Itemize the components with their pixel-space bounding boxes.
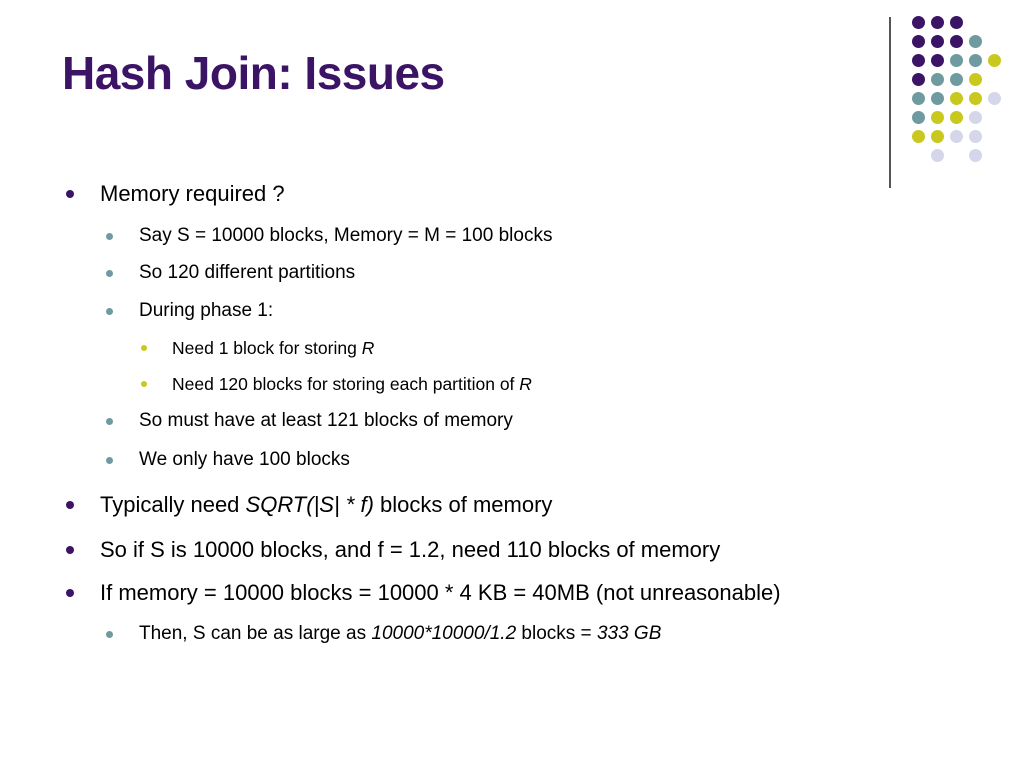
bullet-marker xyxy=(66,501,74,509)
decor-dot xyxy=(931,130,944,143)
decor-dot xyxy=(988,92,1001,105)
decor-dot xyxy=(912,92,925,105)
bullet-item xyxy=(100,181,285,207)
decor-dot xyxy=(931,54,944,67)
decor-dot xyxy=(969,54,982,67)
bullet-item xyxy=(100,537,720,563)
bullet-marker xyxy=(141,381,147,387)
bullet-item xyxy=(139,300,273,322)
bullet-marker xyxy=(66,190,74,198)
decor-dot xyxy=(950,54,963,67)
decor-dot xyxy=(950,73,963,86)
bullet-item xyxy=(139,623,661,645)
bullet-text: Say S = 10000 blocks, Memory = M = 100 blocks xyxy=(139,225,553,246)
bullet-text: We only have 100 blocks xyxy=(139,449,350,470)
bullet-item xyxy=(139,449,350,471)
bullet-text: Need 120 blocks for storing each partition of xyxy=(172,374,520,394)
bullet-marker xyxy=(66,589,74,597)
bullet-emphasis: R xyxy=(361,338,375,358)
decor-dot xyxy=(950,16,963,29)
bullet-item xyxy=(139,410,513,432)
bullet-text: Need 1 block for storing xyxy=(172,338,362,358)
decor-dot xyxy=(931,149,944,162)
bullet-marker xyxy=(66,546,74,554)
decor-dot xyxy=(969,73,982,86)
decor-dot xyxy=(912,54,925,67)
decor-dot xyxy=(969,130,982,143)
bullet-text: Memory required ? xyxy=(100,181,285,206)
decor-dot xyxy=(969,92,982,105)
bullet-text: Then, S can be as large as xyxy=(139,623,372,644)
decor-dot xyxy=(912,130,925,143)
decor-dot xyxy=(931,35,944,48)
decor-dot xyxy=(912,16,925,29)
decor-dot xyxy=(931,111,944,124)
bullet-emphasis: SQRT(|S| * f) xyxy=(245,492,374,517)
bullet-emphasis: 10000*10000/1.2 xyxy=(371,623,517,644)
decor-dot xyxy=(912,35,925,48)
bullet-text: blocks of memory xyxy=(373,492,553,517)
bullet-item xyxy=(172,374,532,395)
decor-dot xyxy=(950,111,963,124)
decor-dot xyxy=(912,111,925,124)
bullet-text: Typically need xyxy=(100,492,246,517)
bullet-item xyxy=(139,225,552,247)
bullet-text: blocks = xyxy=(516,623,597,644)
decor-dot xyxy=(912,73,925,86)
bullet-item xyxy=(100,580,781,606)
bullet-marker xyxy=(106,270,113,277)
bullet-marker xyxy=(141,345,147,351)
decor-dot xyxy=(969,35,982,48)
bullet-text: If memory = 10000 blocks = 10000 * 4 KB = 40MB (not unreasonable) xyxy=(100,580,781,605)
bullet-item xyxy=(172,338,374,359)
bullet-emphasis: 333 GB xyxy=(596,623,662,644)
bullet-marker xyxy=(106,457,113,464)
bullet-item xyxy=(139,262,355,284)
slide-title: Hash Join: Issues xyxy=(62,47,445,99)
decorative-divider xyxy=(889,17,891,188)
decor-dot xyxy=(988,54,1001,67)
bullet-marker xyxy=(106,308,113,315)
bullet-item xyxy=(100,492,552,518)
decor-dot xyxy=(969,111,982,124)
decor-dot xyxy=(931,16,944,29)
bullet-marker xyxy=(106,418,113,425)
decor-dot xyxy=(950,130,963,143)
decor-dot xyxy=(931,92,944,105)
decor-dot xyxy=(950,92,963,105)
bullet-emphasis: R xyxy=(519,374,532,394)
decor-dot xyxy=(950,35,963,48)
bullet-text: So 120 different partitions xyxy=(139,262,356,283)
decor-dot xyxy=(931,73,944,86)
bullet-text: During phase 1: xyxy=(139,300,274,321)
bullet-marker xyxy=(106,631,113,638)
bullet-text: So if S is 10000 blocks, and f = 1.2, need 110 blocks of memory xyxy=(100,537,721,562)
decor-dot xyxy=(969,149,982,162)
bullet-text: So must have at least 121 blocks of memory xyxy=(139,410,513,431)
bullet-marker xyxy=(106,233,113,240)
